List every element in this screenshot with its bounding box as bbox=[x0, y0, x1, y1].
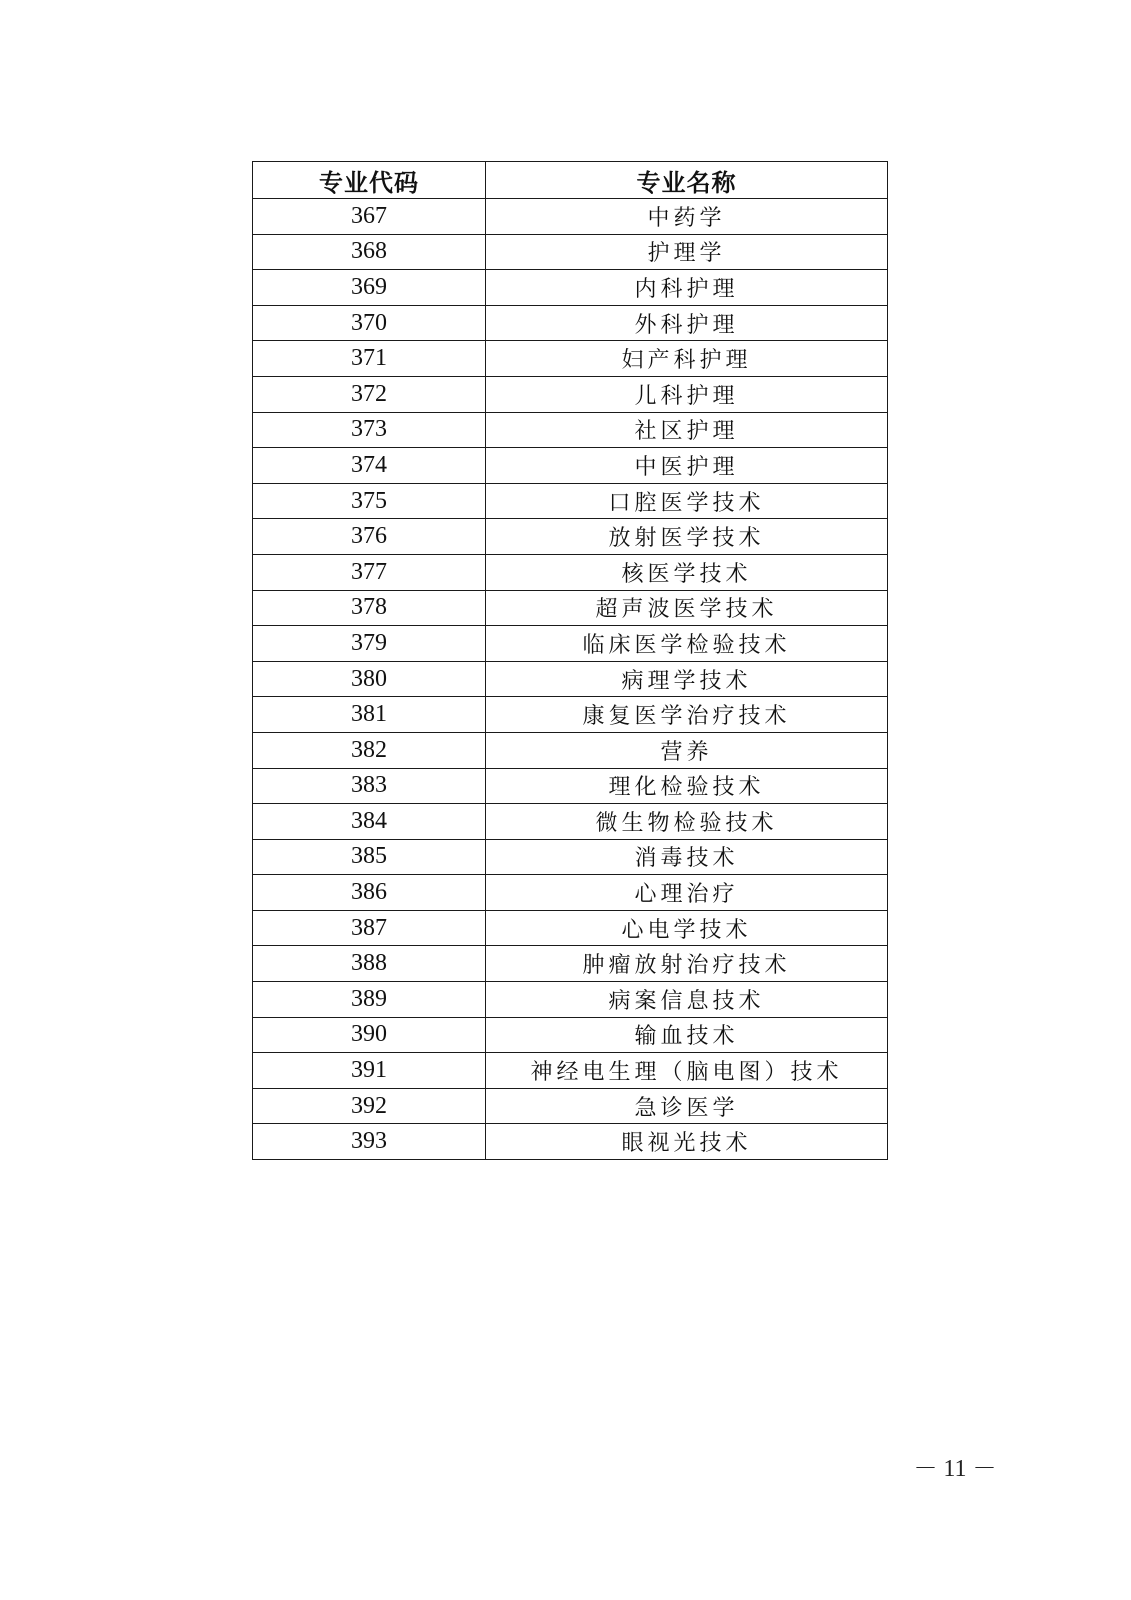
major-name-cell: 核医学技术 bbox=[486, 554, 888, 590]
major-code-cell: 372 bbox=[253, 376, 486, 412]
table-row bbox=[253, 483, 888, 519]
major-name-cell: 病案信息技术 bbox=[486, 982, 888, 1018]
table-row bbox=[253, 412, 888, 448]
table-row bbox=[253, 1124, 888, 1160]
page-number: － 11 － bbox=[913, 1456, 997, 1482]
major-name-cell: 儿科护理 bbox=[486, 376, 888, 412]
major-name-cell: 营养 bbox=[486, 732, 888, 768]
major-code-cell: 386 bbox=[253, 875, 486, 911]
header-major-code: 专业代码 bbox=[253, 162, 486, 199]
table-row bbox=[253, 341, 888, 377]
major-code-cell: 384 bbox=[253, 804, 486, 840]
major-code-cell: 393 bbox=[253, 1124, 486, 1160]
major-code-cell: 375 bbox=[253, 483, 486, 519]
major-code-cell: 382 bbox=[253, 732, 486, 768]
major-name-cell: 放射医学技术 bbox=[486, 519, 888, 555]
major-name-cell: 输血技术 bbox=[486, 1017, 888, 1053]
table-row bbox=[253, 1053, 888, 1089]
major-name-cell: 护理学 bbox=[486, 234, 888, 270]
table-body bbox=[253, 199, 888, 1160]
major-name-cell: 内科护理 bbox=[486, 270, 888, 306]
major-name-cell: 病理学技术 bbox=[486, 661, 888, 697]
table-row bbox=[253, 910, 888, 946]
major-name-cell: 心电学技术 bbox=[486, 910, 888, 946]
header-major-name: 专业名称 bbox=[486, 162, 888, 199]
table-row bbox=[253, 732, 888, 768]
major-name-cell: 外科护理 bbox=[486, 305, 888, 341]
major-code-cell: 374 bbox=[253, 448, 486, 484]
major-code-cell: 388 bbox=[253, 946, 486, 982]
table-row bbox=[253, 875, 888, 911]
major-code-cell: 387 bbox=[253, 910, 486, 946]
major-code-cell: 389 bbox=[253, 982, 486, 1018]
major-code-cell: 379 bbox=[253, 626, 486, 662]
major-code-cell: 381 bbox=[253, 697, 486, 733]
major-name-cell: 消毒技术 bbox=[486, 839, 888, 875]
table-row bbox=[253, 804, 888, 840]
table-row bbox=[253, 234, 888, 270]
major-name-cell: 心理治疗 bbox=[486, 875, 888, 911]
major-code-cell: 370 bbox=[253, 305, 486, 341]
table-row bbox=[253, 946, 888, 982]
major-name-cell: 临床医学检验技术 bbox=[486, 626, 888, 662]
table-row bbox=[253, 199, 888, 235]
major-code-cell: 371 bbox=[253, 341, 486, 377]
major-code-cell: 377 bbox=[253, 554, 486, 590]
major-name-cell: 神经电生理（脑电图）技术 bbox=[486, 1053, 888, 1089]
major-name-cell: 口腔医学技术 bbox=[486, 483, 888, 519]
table-row bbox=[253, 519, 888, 555]
table-row bbox=[253, 1088, 888, 1124]
major-code-cell: 383 bbox=[253, 768, 486, 804]
table-row bbox=[253, 626, 888, 662]
table-row bbox=[253, 1017, 888, 1053]
major-code-table bbox=[252, 161, 888, 1160]
major-name-cell: 微生物检验技术 bbox=[486, 804, 888, 840]
major-code-cell: 392 bbox=[253, 1088, 486, 1124]
major-code-cell: 367 bbox=[253, 199, 486, 235]
major-code-cell: 385 bbox=[253, 839, 486, 875]
major-name-cell: 中药学 bbox=[486, 199, 888, 235]
major-name-cell: 超声波医学技术 bbox=[486, 590, 888, 626]
major-name-cell: 中医护理 bbox=[486, 448, 888, 484]
major-name-cell: 急诊医学 bbox=[486, 1088, 888, 1124]
table-row bbox=[253, 270, 888, 306]
major-code-cell: 380 bbox=[253, 661, 486, 697]
major-name-cell: 肿瘤放射治疗技术 bbox=[486, 946, 888, 982]
table-row bbox=[253, 839, 888, 875]
table-row bbox=[253, 554, 888, 590]
table-row bbox=[253, 697, 888, 733]
table-row bbox=[253, 305, 888, 341]
major-name-cell: 社区护理 bbox=[486, 412, 888, 448]
table-row bbox=[253, 376, 888, 412]
table-row bbox=[253, 448, 888, 484]
major-name-cell: 眼视光技术 bbox=[486, 1124, 888, 1160]
major-code-cell: 368 bbox=[253, 234, 486, 270]
major-code-cell: 378 bbox=[253, 590, 486, 626]
table-header-row bbox=[253, 162, 888, 199]
major-code-cell: 369 bbox=[253, 270, 486, 306]
major-code-cell: 391 bbox=[253, 1053, 486, 1089]
table-row bbox=[253, 982, 888, 1018]
table-row bbox=[253, 768, 888, 804]
major-code-cell: 390 bbox=[253, 1017, 486, 1053]
major-code-cell: 376 bbox=[253, 519, 486, 555]
major-name-cell: 理化检验技术 bbox=[486, 768, 888, 804]
table-row bbox=[253, 661, 888, 697]
major-name-cell: 康复医学治疗技术 bbox=[486, 697, 888, 733]
major-code-cell: 373 bbox=[253, 412, 486, 448]
table-row bbox=[253, 590, 888, 626]
major-name-cell: 妇产科护理 bbox=[486, 341, 888, 377]
